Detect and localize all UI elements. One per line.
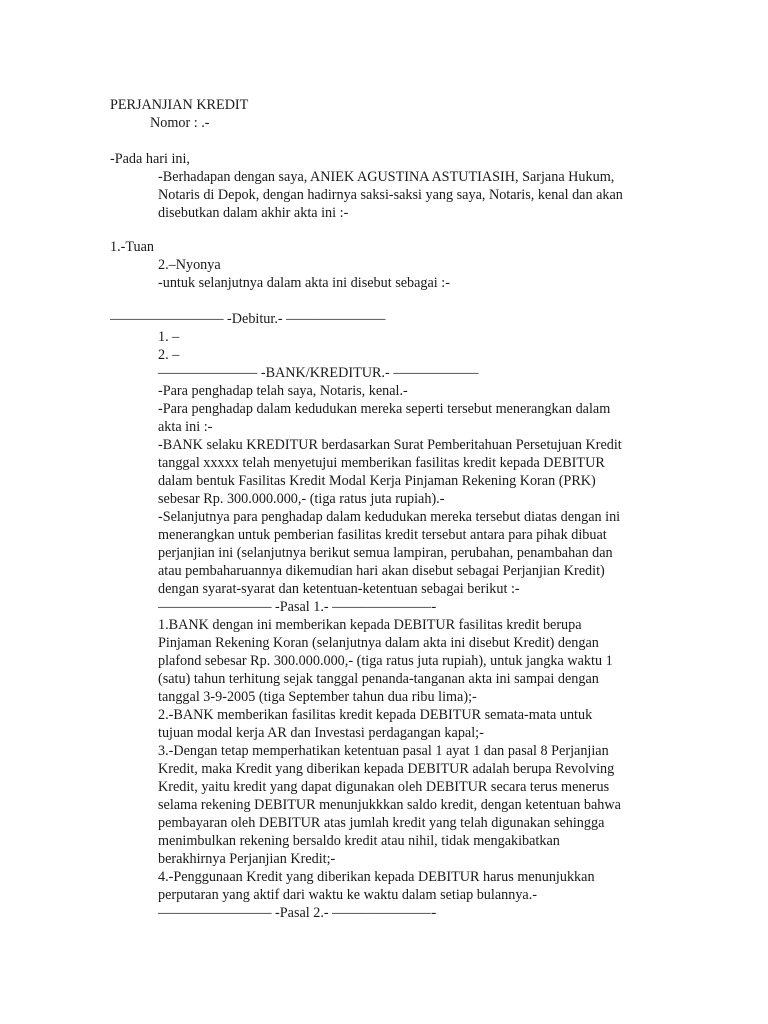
text-line: 1. – [158,329,180,345]
text-line: -BANK selaku KREDITUR berdasarkan Surat Pemberitahuan Persetujuan Kredit [158,437,622,453]
text-line: plafond sebesar Rp. 300.000.000,- (tiga ratus juta rupiah), untuk jangka waktu 1 [158,653,613,669]
text-line: menerangkan untuk pemberian fasilitas kredit tersebut antara para pihak dibuat [158,527,607,543]
text-line: 2. – [158,347,180,363]
text-line: Notaris di Depok, dengan hadirnya saksi-saksi yang saya, Notaris, kenal dan akan [158,187,623,203]
section-divider: ——————— -BANK/KREDITUR.- —————— [158,365,479,381]
text-line: disebutkan dalam akhir akta ini :- [158,205,349,221]
text-line: perputaran yang aktif dari waktu ke waktu dalam setiap bulannya.- [158,887,537,903]
document-title: PERJANJIAN KREDIT [110,97,249,113]
text-line: -Para penghadap dalam kedudukan mereka seperti tersebut menerangkan dalam [158,401,611,417]
text-line: 2.–Nyonya [158,257,221,273]
text-line: Kredit, yaitu kredit yang dapat digunakan oleh DEBITUR secara terus menerus [158,779,610,795]
text-line: pembayaran oleh DEBITUR atas jumlah kredit yang telah digunakan sehingga [158,815,605,831]
text-line: akta ini :- [158,419,213,435]
text-line: -Berhadapan dengan saya, ANIEK AGUSTINA ASTUTIASIH, Sarjana Hukum, [158,169,615,185]
text-line: (satu) tahun terhitung sejak tanggal penanda-tanganan akta ini sampai dengan [158,671,599,687]
text-line: sebesar Rp. 300.000.000,- (tiga ratus juta rupiah).- [158,491,445,507]
text-line: 3.-Dengan tetap memperhatikan ketentuan pasal 1 ayat 1 dan pasal 8 Perjanjian [158,743,609,759]
text-line: atau pembaharuannya dikemudian hari akan disebut sebagai Perjanjian Kredit) [158,563,605,579]
text-line: dengan syarat-syarat dan ketentuan-ketentuan sebagai berikut :- [158,581,520,597]
text-line: Kredit, maka Kredit yang diberikan kepada DEBITUR adalah berupa Revolving [158,761,615,777]
text-line: -untuk selanjutnya dalam akta ini disebut sebagai :- [158,275,450,291]
section-divider: ———————— -Debitur.- ——————— [110,311,386,327]
text-line: -Selanjutnya para penghadap dalam kedudukan mereka tersebut diatas dengan ini [158,509,621,525]
text-line: perjanjian ini (selanjutnya berikut semua lampiran, perubahan, penambahan dan [158,545,613,561]
text-line: -Para penghadap telah saya, Notaris, kenal.- [158,383,408,399]
text-line: menimbulkan rekening bersaldo kredit atau nihil, tidak mengakibatkan [158,833,560,849]
text-line: 1.BANK dengan ini memberikan kepada DEBITUR fasilitas kredit berupa [158,617,582,633]
text-line: 2.-BANK memberikan fasilitas kredit kepada DEBITUR semata-mata untuk [158,707,593,723]
text-line: tanggal 3-9-2005 (tiga September tahun dua ribu lima);- [158,689,477,705]
text-line: tanggal xxxxx telah menyetujui memberikan fasilitas kredit kepada DEBITUR [158,455,605,471]
text-line: 4.-Penggunaan Kredit yang diberikan kepada DEBITUR harus menunjukkan [158,869,595,885]
section-divider: ———————— -Pasal 2.- ———————- [158,905,437,921]
text-line: berakhirnya Perjanjian Kredit;- [158,851,336,867]
text-line: -Pada hari ini, [110,151,190,167]
section-divider: ———————— -Pasal 1.- ———————- [158,599,437,615]
text-line: tujuan modal kerja AR dan Investasi perdagangan kapal;- [158,725,484,741]
text-line: Pinjaman Rekening Koran (selanjutnya dalam akta ini disebut Kredit) dengan [158,635,599,651]
text-line: dalam bentuk Fasilitas Kredit Modal Kerja Pinjaman Rekening Koran (PRK) [158,473,596,489]
text-line: 1.-Tuan [110,239,155,255]
text-line: selama rekening DEBITUR menunjukkkan saldo kredit, dengan ketentuan bahwa [158,797,621,813]
document-number: Nomor : .- [150,115,210,131]
